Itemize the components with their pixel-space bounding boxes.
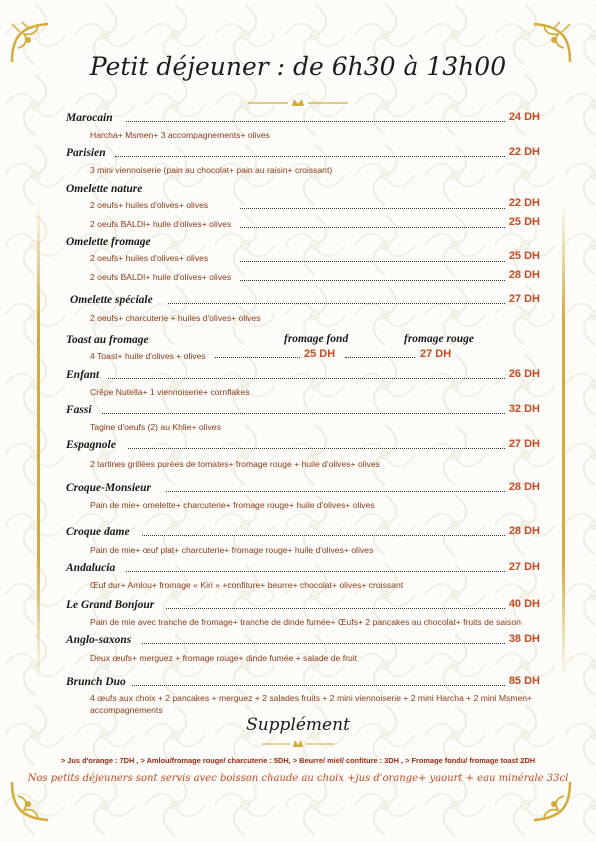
dot-leader [168,303,505,304]
item-price: 24 DH [508,111,540,123]
item-price: 40 DH [508,598,540,610]
item-description: 2 oeufs+ huiles d'olives+ olives [90,200,209,210]
item-name: Toast au fromage [66,334,149,346]
dot-leader [126,121,505,122]
item-name: Omelette spéciale [70,294,153,306]
item-name: Croque-Monsieur [66,482,151,494]
gold-side-bar-left [37,200,40,680]
item-description: 3 mini viennoiserie (pain au chocolat+ pain au raisin+ croissant) [90,165,333,175]
item-price: 38 DH [508,633,540,645]
supplement-line: > Jus d'orange : 7DH , > Amlou/fromage rouge/ charcuterie : 5DH, > Beurre/ miel/ confiture : 3DH , > Fromage fondu/ fromage toast 2DH [60,756,536,765]
dot-leader [240,227,505,228]
item-name: Omelette nature [66,183,143,195]
supplement-title: Supplément [246,715,350,735]
item-price: 27 DH [508,561,540,573]
item-name: Parisien [66,147,106,159]
dot-leader [166,491,505,492]
item-description: Tagine d'oeufs (2) au Khlie+ olives [90,422,221,432]
dot-leader [108,378,505,379]
item-description: 2 tartines grillées purées de tomates+ fromage rouge + huile d'olives+ olives [90,459,380,469]
item-description: 2 oeufs+ huiles d'olives+ olives [90,253,209,263]
item-description: 2 oeufs+ charcuterie + huiles d'olives+ olives [90,313,261,323]
item-name: Anglo-saxons [66,634,132,646]
dot-leader [240,261,505,262]
page-title: Petit déjeuner : de 6h30 à 13h00 [89,52,507,81]
gold-side-bar-right [562,200,565,680]
item-name: Brunch Duo [66,676,126,688]
toast-dot-leader-2 [345,357,415,358]
item-description: 2 oeufs BALDI+ huile d'olives+ olives [90,272,232,282]
item-price: 25 DH [508,216,540,228]
item-price: 85 DH [508,675,540,687]
toast-rouge-label: fromage rouge [404,333,474,345]
dot-leader [128,448,505,449]
dot-leader [142,643,505,644]
item-name: Fassi [66,404,92,416]
dot-leader [142,535,505,536]
toast-dot-leader [215,357,300,358]
item-name: Andalucia [66,562,116,574]
item-description: 4 Toast+ huile d'olives + olives [90,351,206,361]
item-price: 28 DH [508,269,540,281]
item-name: Marocain [66,112,113,124]
item-description: Crêpe Nutella+ 1 viennoiserie+ cornflakes [90,387,250,397]
corner-ornament-bottom-left [8,778,56,826]
item-description: Pain de mie+ omelette+ charcuterie+ fromage rouge+ huile d'olives+ olives [90,500,375,510]
item-name: Omelette fromage [66,236,151,248]
item-price: 25 DH [508,250,540,262]
item-description: Œuf dur+ Amlou+ fromage « Kiri » +confiture+ beurre+ chocolat+ olives+ croissant [90,580,404,590]
corner-ornament-bottom-right [526,778,574,826]
item-price: 27 DH [508,438,540,450]
toast-rouge-price: 27 DH [420,348,452,360]
item-name: Enfant [66,369,100,381]
supplement-divider-ornament [262,738,334,748]
item-description: Pain de mie avec tranche de fromage+ tranche de dinde fumée+ Œufs+ 2 pancakes au chocolat+ fruits de saison [90,617,521,627]
title-divider-ornament [248,96,348,108]
dot-leader [132,685,505,686]
dot-leader [102,413,505,414]
footer-note: Nos petits déjeuners sont servis avec boisson chaude au choix +jus d'orange+ yaourt + eau minérale 33cl [27,773,569,784]
item-price: 22 DH [508,197,540,209]
item-description: 2 oeufs BALDI+ huile d'olives+ olives [90,219,232,229]
item-name: Le Grand Bonjour [66,599,155,611]
item-price: 28 DH [508,481,540,493]
toast-fond-price: 25 DH [304,348,336,360]
dot-leader [115,156,505,157]
dot-leader [240,280,505,281]
item-description: 4 œufs aux choix + 2 pancakes + merguez + 2 salades fruits + 2 mini viennoiserie + 2 mini Harcha + 2 mini Msmen+ accompagnements [90,693,533,715]
item-description: Harcha+ Msmen+ 3 accompagnements+ olives [90,130,270,140]
item-description: Pain de mie+ œuf plat+ charcuterie+ fromage rouge+ huile d'olives+ olives [90,545,374,555]
dot-leader [126,571,505,572]
item-price: 26 DH [508,368,540,380]
item-price: 28 DH [508,525,540,537]
toast-fond-label: fromage fond [284,333,349,345]
item-name: Croque dame [66,526,130,538]
item-description: Deux œufs+ merguez + fromage rouge+ dinde fumée + salade de fruit [90,653,358,663]
dot-leader [166,608,505,609]
item-price: 32 DH [508,403,540,415]
item-name: Espagnole [66,439,116,451]
dot-leader [240,208,505,209]
item-price: 27 DH [508,293,540,305]
item-price: 22 DH [508,146,540,158]
